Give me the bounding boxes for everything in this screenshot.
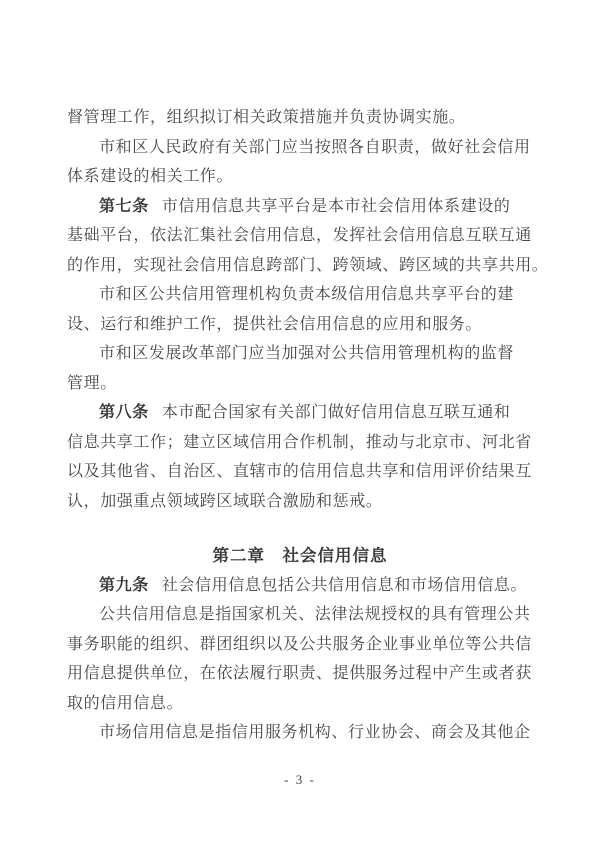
- chapter-heading: 第二章 社会信用信息: [212, 546, 388, 565]
- article-number: 第七条: [99, 197, 149, 215]
- line-text: 社会信用信息包括公共信用信息和市场信用信息。: [161, 576, 528, 594]
- text-line: [67, 630, 533, 660]
- text-line: [67, 428, 533, 458]
- text-line-article-7: [67, 192, 533, 222]
- line-text: 体系建设的相关工作。: [67, 168, 234, 185]
- text-line: [67, 659, 533, 689]
- text-line: [67, 133, 533, 163]
- article-number: 第九条: [99, 576, 149, 594]
- line-text: 公共信用信息是指国家机关、法律法规授权的具有管理公共: [99, 606, 531, 623]
- line-text: 认，加强重点领域跨区域联合激励和惩戒。: [67, 492, 383, 510]
- text-line: [67, 280, 533, 310]
- line-text: 督管理工作，组织拟订相关政策措施并负责协调实施。: [67, 109, 466, 126]
- text-line: [67, 251, 549, 281]
- line-text: 用信息提供单位，在依法履行职责、提供服务过程中产生或者获: [67, 665, 532, 682]
- line-text: 信息共享工作；建立区域信用合作机制，推动与北京市、河北省: [67, 433, 532, 451]
- text-line: [67, 600, 533, 630]
- text-line-article-9: [67, 571, 533, 601]
- line-text: 的作用，实现社会信用信息跨部门、跨领域、跨区域的共享共用。: [67, 256, 549, 274]
- text-line: [67, 310, 533, 340]
- text-line: [67, 457, 533, 487]
- text-line: [67, 339, 533, 369]
- line-text: 市和区发展改革部门应当加强对公共信用管理机构的监督: [99, 345, 515, 362]
- line-text: 市和区人民政府有关部门应当按照各自职责，做好社会信用: [99, 138, 531, 156]
- text-line: [67, 221, 533, 251]
- line-text: 管理。: [67, 374, 117, 392]
- document-body: [67, 103, 549, 748]
- text-line-article-8: [67, 398, 533, 428]
- line-text: 本市配合国家有关部门做好信用信息互联互通和: [161, 404, 511, 421]
- page-number: - 3 -: [284, 772, 316, 787]
- line-text: 市信用信息共享平台是本市社会信用体系建设的: [161, 197, 511, 215]
- line-text: 取的信用信息。: [67, 694, 184, 712]
- text-line: [67, 689, 533, 719]
- article-number: 第八条: [99, 404, 149, 421]
- line-text: 以及其他省、自治区、直辖市的信用信息共享和信用评价结果互: [67, 463, 532, 480]
- text-line: [67, 718, 533, 748]
- text-line: [67, 162, 533, 192]
- line-text: 市和区公共信用管理机构负责本级信用信息共享平台的建: [99, 286, 515, 303]
- line-text: 基础平台，依法汇集社会信用信息，发挥社会信用信息互联互通: [67, 227, 532, 244]
- line-text: 设、运行和维护工作，提供社会信用信息的应用和服务。: [67, 315, 483, 333]
- line-text: 市场信用信息是指信用服务机构、行业协会、商会及其他企: [99, 724, 531, 741]
- text-line: [67, 369, 533, 399]
- text-line: [67, 103, 533, 133]
- line-text: 事务职能的组织、群团组织以及公共服务企业事业单位等公共信: [67, 635, 532, 653]
- text-line: [67, 487, 533, 517]
